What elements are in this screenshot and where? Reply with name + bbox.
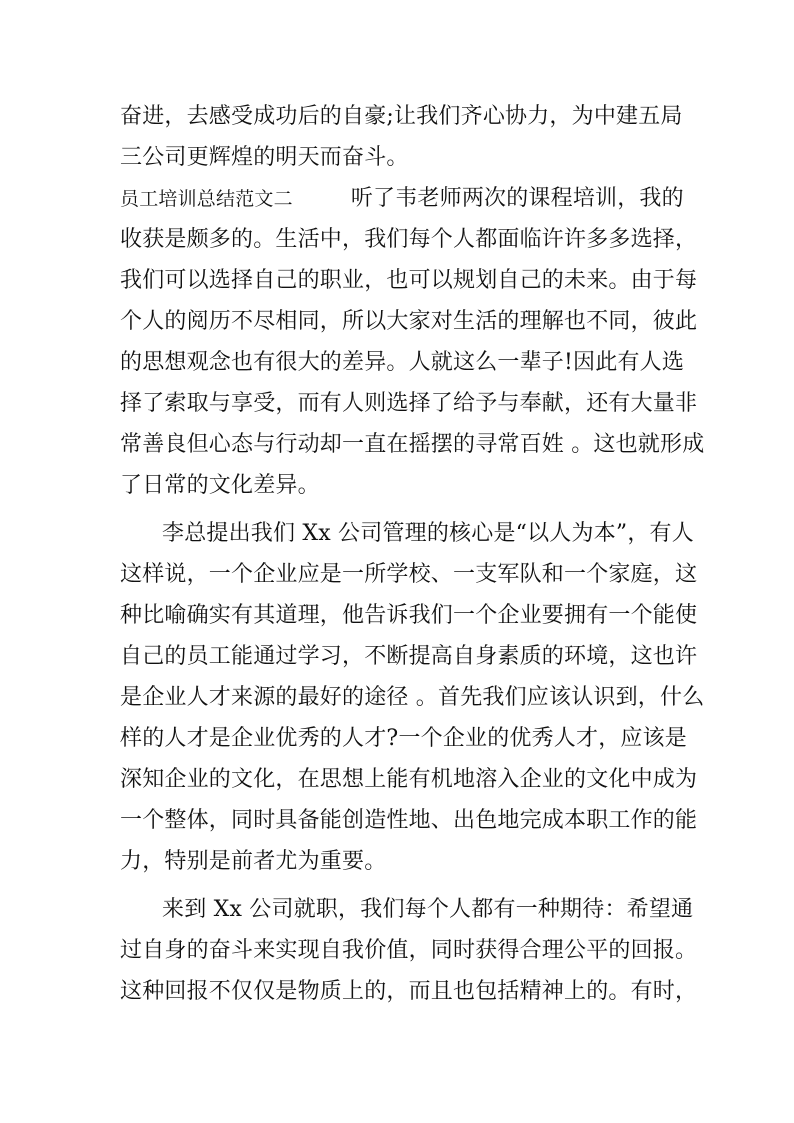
text-line: 这种回报不仅仅是物质上的，而且也包括精神上的。有时， <box>120 979 698 1004</box>
text-line: 深知企业的文化，在思想上能有机地溶入企业的文化中成为 <box>120 767 698 792</box>
text-line: 了日常的文化差异。 <box>120 473 320 498</box>
section-title: 员工培训总结范文二 <box>120 188 293 210</box>
text-line: 样的人才是企业优秀的人才?一个企业的优秀人才，应该是 <box>120 726 687 751</box>
text-line: 来到 Xx 公司就职，我们每个人都有一种期待：希望通 <box>162 897 694 922</box>
text-line: 的思想观念也有很大的差异。人就这么一辈子!因此有人选 <box>120 350 685 375</box>
text-line: 听了韦老师两次的课程培训，我的 <box>350 186 684 211</box>
text-line: 个人的阅历不尽相同，所以大家对生活的理解也不同，彼此 <box>120 309 698 334</box>
text-line: 过自身的奋斗来实现自我价值，同时获得合理公平的回报。 <box>120 938 698 963</box>
section-heading-line <box>120 184 684 214</box>
text-line: 收获是颇多的。生活中，我们每个人都面临许许多多选择， <box>120 227 698 252</box>
text-line: 我们可以选择自己的职业，也可以规划自己的未来。由于每 <box>120 268 698 293</box>
text-line: 奋进，去感受成功后的自豪;让我们齐心协力，为中建五局 <box>120 104 683 129</box>
text-line: 力，特别是前者尤为重要。 <box>120 849 387 874</box>
text-line: 三公司更辉煌的明天而奋斗。 <box>120 145 409 170</box>
text-line: 自己的员工能通过学习，不断提高自身素质的环境，这也许 <box>120 644 698 669</box>
text-line: 种比喻确实有其道理，他告诉我们一个企业要拥有一个能使 <box>120 603 698 628</box>
text-line: 李总提出我们 Xx 公司管理的核心是“以人为本”，有人 <box>162 521 694 546</box>
text-line: 择了索取与享受，而有人则选择了给予与奉献，还有大量非 <box>120 391 698 416</box>
text-line: 一个整体，同时具备能创造性地、出色地完成本职工作的能 <box>120 808 698 833</box>
text-line: 是企业人才来源的最好的途径 。首先我们应该认识到，什么 <box>120 685 705 710</box>
text-line: 这样说，一个企业应是一所学校、一支军队和一个家庭，这 <box>120 562 698 587</box>
text-line: 常善良但心态与行动却一直在摇摆的寻常百姓 。这也就形成 <box>120 432 705 457</box>
